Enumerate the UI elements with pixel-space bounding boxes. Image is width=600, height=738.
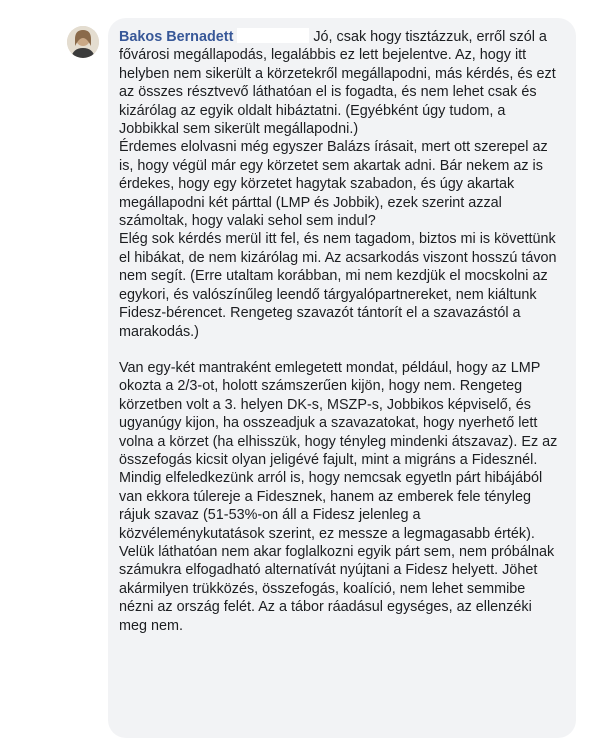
comment-paragraph (119, 28, 562, 138)
comment-paragraph: Mindig elfeledkezünk arról is, hogy nemcsak egyetln párt hibájából van ekkora túlereje a Fidesznek, hanem az emberek fele tényleg rájuk szavaz (51-53%-on áll a Fidesz jelenleg a közvéleménykutatások szerint, ez messze a legmagasabb érték). Velük láthatóan nem akar foglalkozni egyik párt sem, nem próbálnak számukra elfogadható alternatívát nyújtani a Fidesz helyett. Jöhet akármilyen trükközés, összefogás, koalíció, nem lehet semmibe nézni az ország felét. Az a tábor ráadásul egységes, az ellenzéki meg nem. (119, 470, 555, 634)
comment-paragraph: Van egy-két mantraként emlegetett mondat, például, hogy az LMP okozta a 2/3-ot, holott számszerűen kijön, hogy nem. Rengeteg körzetben volt a 3. helyen DK-s, MSZP-s, Jobbikos képviselő, és ugyanúgy kijon, ha osszeadjuk a szavazatokat, hogy nyerhető lett volna a körzet (ha elhisszük, hogy tényleg mindenki átszavaz). Ez az összefogás kicsit olyan jeligévé fajult, mint a migráns a Fidesznél. (119, 359, 558, 468)
comment-author[interactable]: Bakos Bernadett (119, 29, 234, 45)
comment-bubble (108, 18, 576, 738)
comment-paragraph: Érdemes elolvasni még egyszer Balázs írásait, mert ott szerepel az is, hogy végül már egy körzetet sem akartak adni. Bár nekem az is érdekes, hogy egy körzetet hagytak szabadon, és úgy akartak megállapodni két párttal (LMP és Jobbik), ezek szerint azzal számoltak, hogy valaki sehol sem indul? (119, 139, 548, 230)
redacted-mention (237, 28, 309, 43)
comment-text: Jó, csak hogy tisztázzuk, erről szól a fővárosi megállapodás, legalábbis ez lett bejelentve. Az, hogy itt helyben nem sikerült a körzetekről megállapodni, más kérdés, és ezt az összes résztvevő láthatóan el is fogadta, és nem lehet csak és kizárólag az egyik oldalt hibáztatni. (Egyébként úgy tudom, a Jobbikkal sem sikerült megállapodni.) (119, 29, 556, 138)
paragraph-spacer (119, 341, 562, 359)
comment-paragraph: Elég sok kérdés merül itt fel, és nem tagadom, biztos mi is követtünk el hibákat, de nem kizárólag mi. Az acsarkodás viszont hosszú távon nem segít. (Erre utaltam korábban, mi nem kezdjük el mocskolni az egykori, és valószínűleg leendő tárgyalópartnereket, nem kiáltunk Fidesz-bérencet. Rengeteg szavazót tántorít el a szavazástól a marakodás.) (119, 231, 557, 340)
profile-photo-icon (67, 26, 99, 58)
avatar[interactable] (67, 26, 99, 58)
